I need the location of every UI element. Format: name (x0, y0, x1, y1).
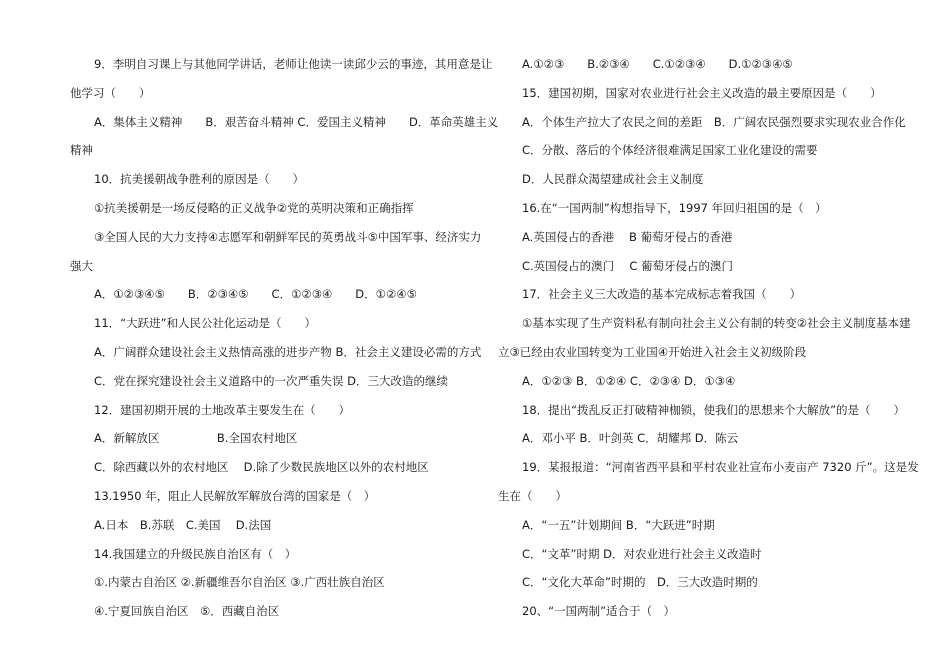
text-line: ①基本实现了生产资料私有制向社会主义公有制的转变②社会主义制度基本建 (522, 316, 911, 331)
text-line: 19．某报报道：“河南省西平县和平村农业社宣布小麦亩产 7320 斤”。这是发 (522, 460, 919, 475)
text-line: 精神 (70, 143, 93, 158)
text-line: 11．“大跃进”和人民公社化运动是（ ） (94, 316, 317, 331)
text-line: A.英国侵占的香港 B 葡萄牙侵占的香港 (522, 229, 733, 244)
text-line: D．人民群众渴望建成社会主义制度 (522, 172, 704, 187)
text-line: C.英国侵占的澳门 C 葡萄牙侵占的澳门 (522, 258, 734, 273)
text-line: ①抗美援朝是一场反侵略的正义战争②党的英明决策和正确指挥 (94, 200, 414, 215)
text-line: A．邓小平 B．叶剑英 C．胡耀邦 D．陈云 (522, 431, 739, 446)
text-line: ③全国人民的大力支持④志愿军和朝鲜军民的英勇战斗⑤中国军事、经济实力 (94, 229, 482, 244)
text-line: 20、“一国两制”适合于（ ） (522, 604, 676, 619)
text-line: C．分散、落后的个体经济很难满足国家工业化建设的需要 (522, 143, 818, 158)
text-line: 16.在“一国两制”构想指导下，1997 年回归祖国的是（ ） (522, 200, 827, 215)
text-line: C．党在探究建设社会主义道路中的一次严重失误 D．三大改造的继续 (94, 373, 449, 388)
text-line: A．集体主义精神 B．艰苦奋斗精神 C．爱国主义精神 D．革命英雄主义 (94, 114, 499, 129)
text-line: 9．李明自习课上与其他同学讲话，老师让他读一读邱少云的事迹，其用意是让 (94, 57, 493, 71)
text-line: A.①②③ B.②③④ C.①②③④ D.①②③④⑤ (522, 57, 793, 71)
text-line: C．除西藏以外的农村地区 D.除了少数民族地区以外的农村地区 (94, 460, 429, 475)
text-line: A．“一五”计划期间 B．“大跃进”时期 (522, 517, 715, 532)
text-line: C．“文化大革命”时期的 D．三大改造时期的 (522, 575, 758, 590)
text-line: 13.1950 年，阻止人民解放军解放台湾的国家是（ ） (94, 488, 376, 503)
text-line: 生在（ ） (498, 488, 567, 503)
text-line: C．“文革”时期 D．对农业进行社会主义改造时 (522, 546, 762, 561)
text-line: A．广阔群众建设社会主义热情高涨的进步产物 B．社会主义建设必需的方式 (94, 344, 482, 359)
text-line: A．①②③④⑤ B．②③④⑤ C．①②③④ D．①②④⑤ (94, 287, 417, 302)
left-column (70, 50, 499, 626)
text-line: A．①②③ B．①②④ C．②③④ D．①③④ (522, 373, 736, 388)
text-line: 17．社会主义三大改造的基本完成标志着我国（ ） (522, 287, 802, 302)
text-line: ①.内蒙古自治区 ②.新疆维吾尔自治区 ③.广西壮族自治区 (94, 575, 385, 590)
text-line: 18．提出“拨乱反正打破精神枷锁，使我们的思想来个大解放”的是（ ） (522, 402, 906, 417)
text-line: 14.我国建立的升级民族自治区有（ ） (94, 546, 297, 561)
text-line: 立③已经由农业国转变为工业国④开始进入社会主义初级阶段 (498, 344, 807, 359)
text-line: 强大 (70, 258, 93, 273)
text-line: A．个体生产拉大了农民之间的差距 B．广阔农民强烈要求实现农业合作化 (522, 114, 906, 129)
text-line: 他学习（ ） (70, 85, 151, 100)
text-line: 10．抗美援朝战争胜利的原因是（ ） (94, 172, 305, 187)
text-line: ④.宁夏回族自治区 ⑤．西藏自治区 (94, 604, 280, 619)
text-line: A．新解放区 B.全国农村地区 (94, 431, 298, 446)
right-column (498, 50, 918, 626)
text-line: 15．建国初期，国家对农业进行社会主义改造的最主要原因是（ ） (522, 85, 882, 100)
text-line: 12．建国初期开展的土地改革主要发生在（ ） (94, 402, 351, 417)
text-line: A.日本 B.苏联 C.美国 D.法国 (94, 517, 272, 532)
